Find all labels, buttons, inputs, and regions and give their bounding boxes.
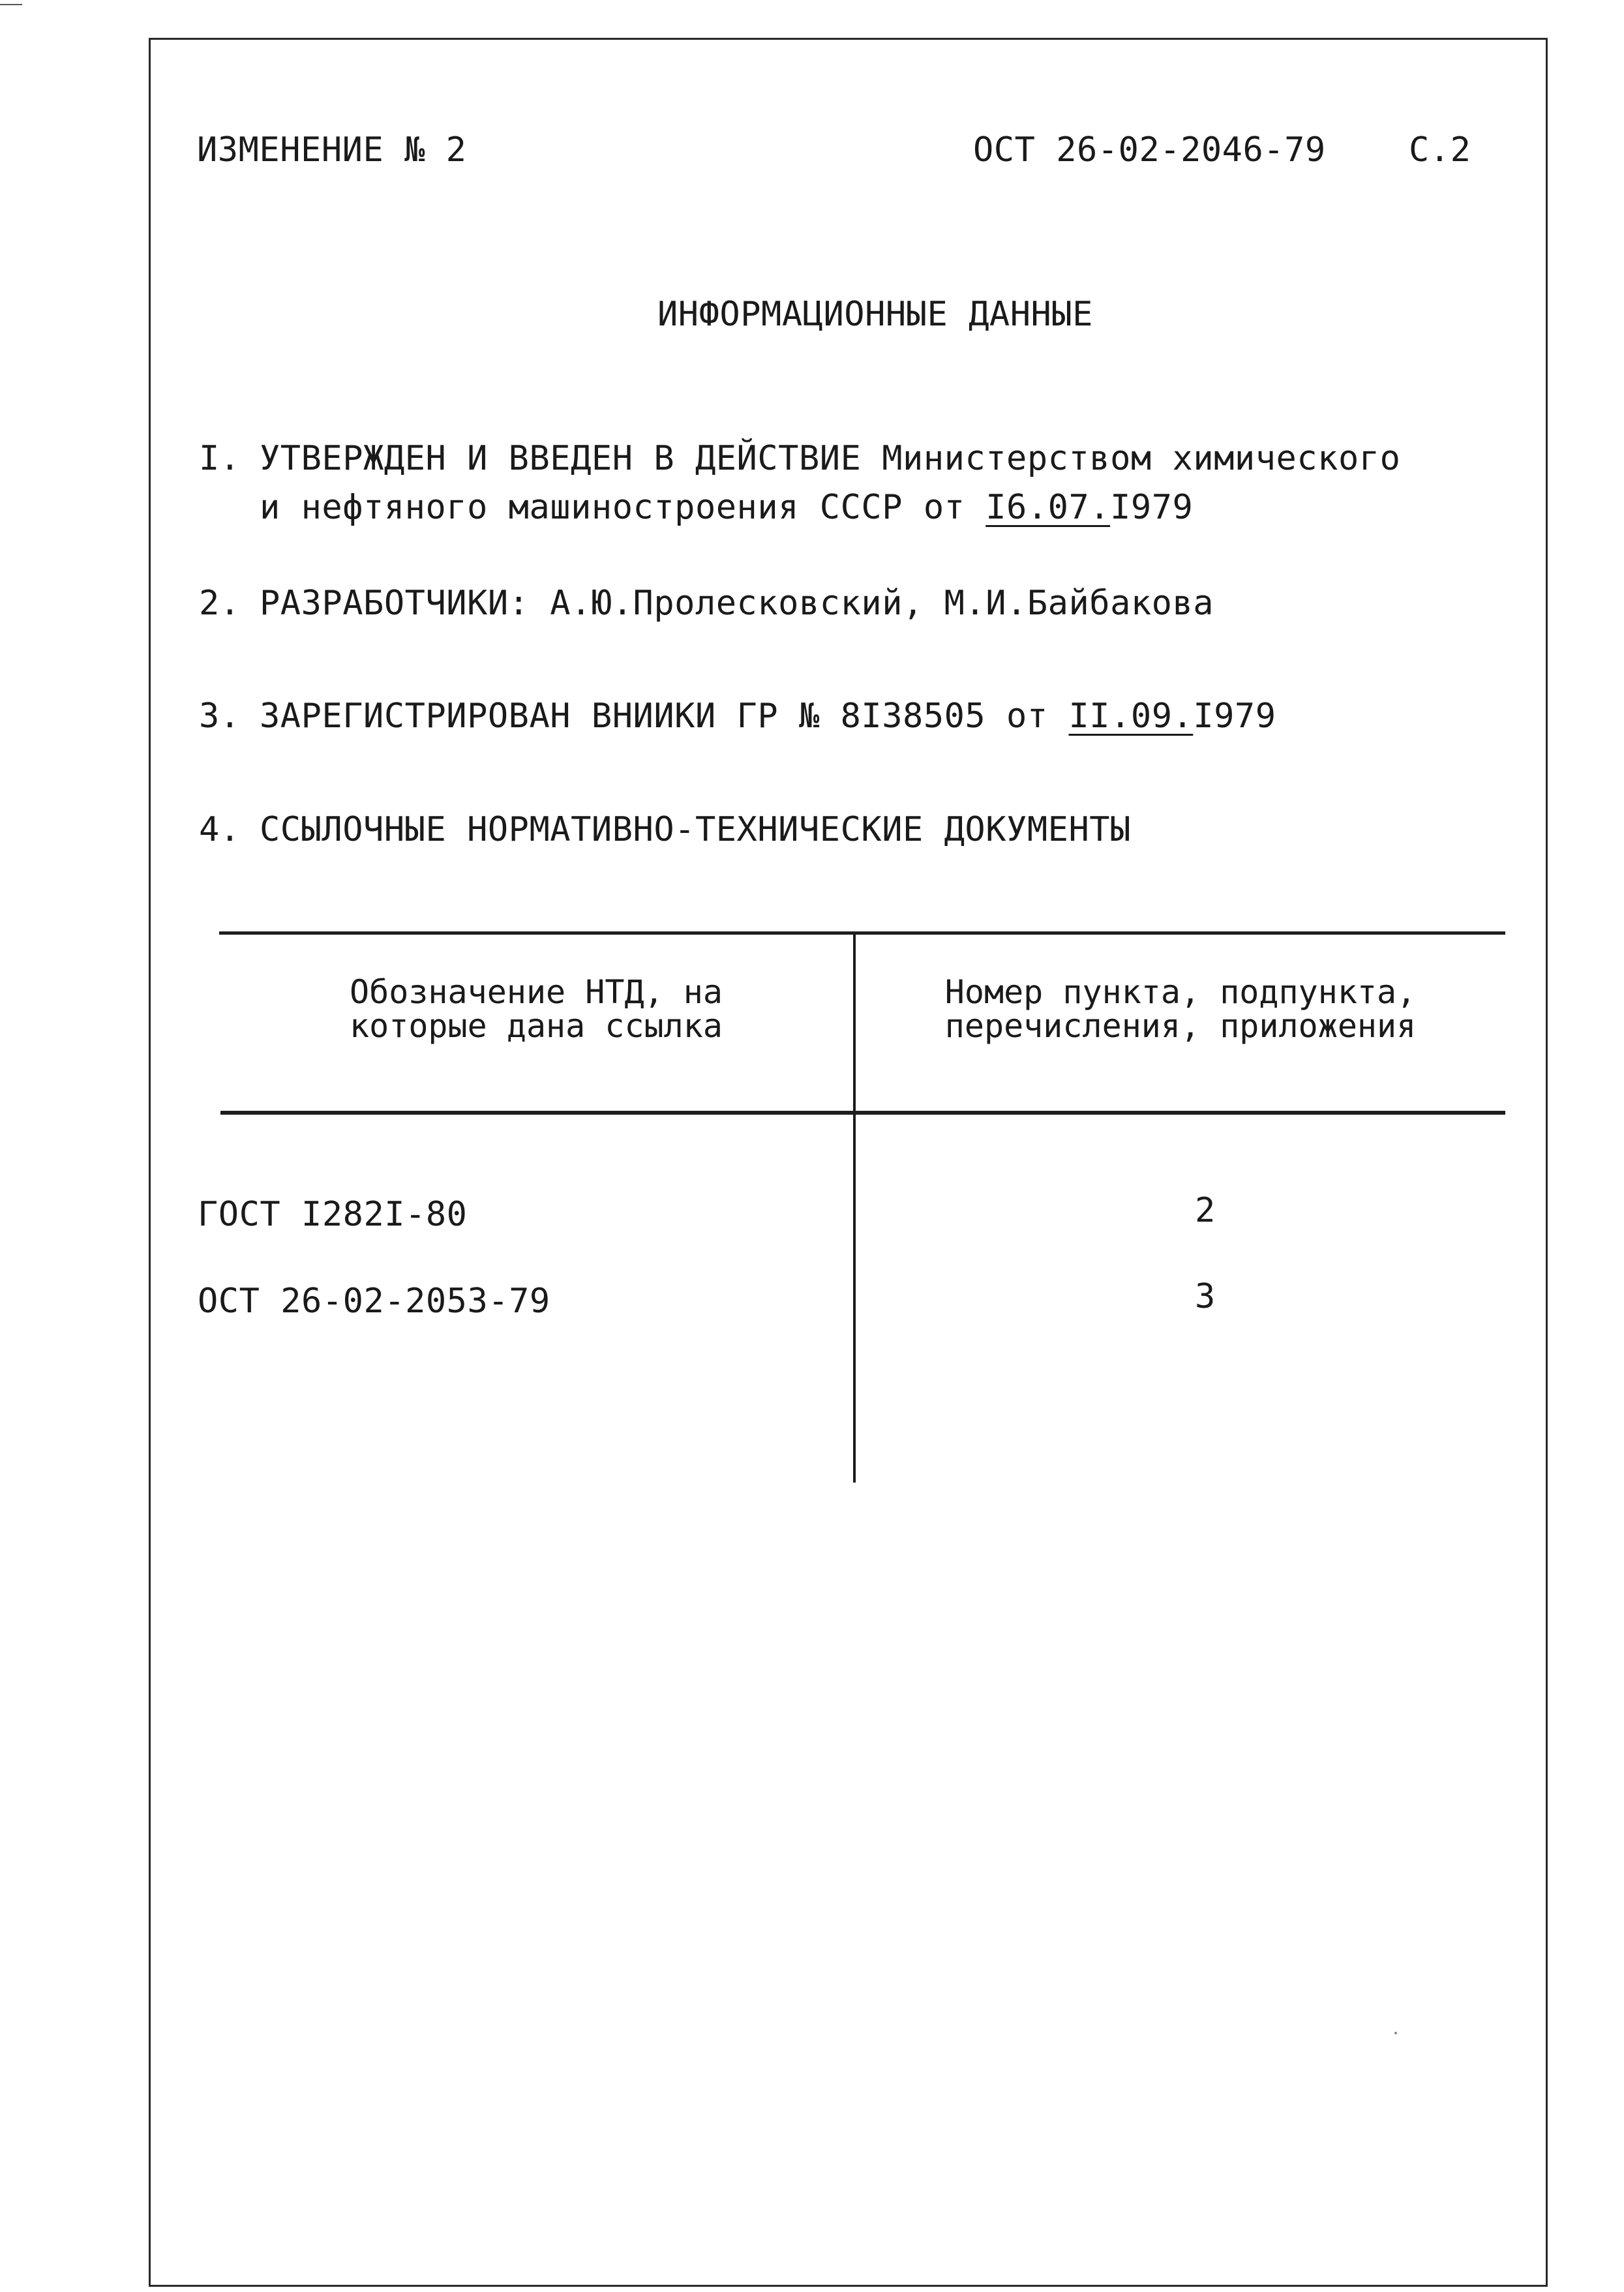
page-frame — [149, 38, 1548, 2287]
table-row-2-clause: 3 — [1195, 1277, 1216, 1316]
table-header-document-line-1: Обозначение НТД, на — [350, 973, 723, 1011]
item-4-text: ССЫЛОЧНЫЕ НОРМАТИВНО-ТЕХНИЧЕСКИЕ ДОКУМЕНТЫ — [260, 810, 1131, 849]
item-1-line-1 — [260, 439, 1400, 478]
item-1-line-1-rest: Министерством химического — [861, 439, 1401, 478]
table-header-clause — [856, 975, 1505, 1043]
table-header-document — [219, 975, 853, 1043]
item-1-number: I. — [199, 439, 241, 478]
table-header-document-line-2: которые дана ссылка — [350, 1007, 723, 1045]
item-3-number: 3. — [199, 697, 241, 736]
item-1-line-2 — [260, 488, 1193, 527]
table-row-2-document: ОСТ 26-02-2053-79 — [198, 1282, 550, 1321]
table-header-rule — [220, 1111, 1505, 1115]
item-2-text: РАЗРАБОТЧИКИ: А.Ю.Пролесковский, М.И.Байбакова — [260, 584, 1214, 623]
table-header-clause-line-2: перечисления, приложения — [944, 1007, 1417, 1045]
table-header-clause-line-1: Номер пункта, подпункта, — [944, 973, 1417, 1011]
item-3-prefix: ЗАРЕГИСТРИРОВАН ВНИИКИ ГР № 8I38505 от — [260, 697, 1069, 736]
item-1-line-2-prefix: и нефтяного машиностроения СССР от — [260, 488, 986, 527]
table-row-1-clause: 2 — [1195, 1191, 1216, 1230]
page-number: С.2 — [1409, 130, 1471, 170]
item-2-number: 2. — [199, 584, 241, 623]
item-3-date-year: I979 — [1193, 697, 1276, 736]
item-1-date-underlined: I6.07. — [985, 488, 1111, 527]
table-top-rule — [219, 931, 1505, 935]
item-3-date-underlined: II.09. — [1068, 697, 1194, 736]
change-label: ИЗМЕНЕНИЕ № 2 — [197, 130, 467, 170]
standard-code: ОСТ 26-02-2046-79 — [973, 130, 1326, 170]
item-1-caps: УТВЕРЖДЕН И ВВЕДЕН В ДЕЙСТВИЕ — [260, 439, 862, 478]
scan-edge-mark — [0, 4, 22, 5]
scan-speck — [1394, 2032, 1397, 2034]
page-title: ИНФОРМАЦИОННЫЕ ДАННЫЕ — [657, 295, 1093, 334]
item-4-number: 4. — [199, 810, 241, 849]
item-1-date-year: I979 — [1110, 488, 1194, 527]
table-row-1-document: ГОСТ I282I-80 — [198, 1195, 468, 1234]
item-3-line — [260, 697, 1276, 736]
